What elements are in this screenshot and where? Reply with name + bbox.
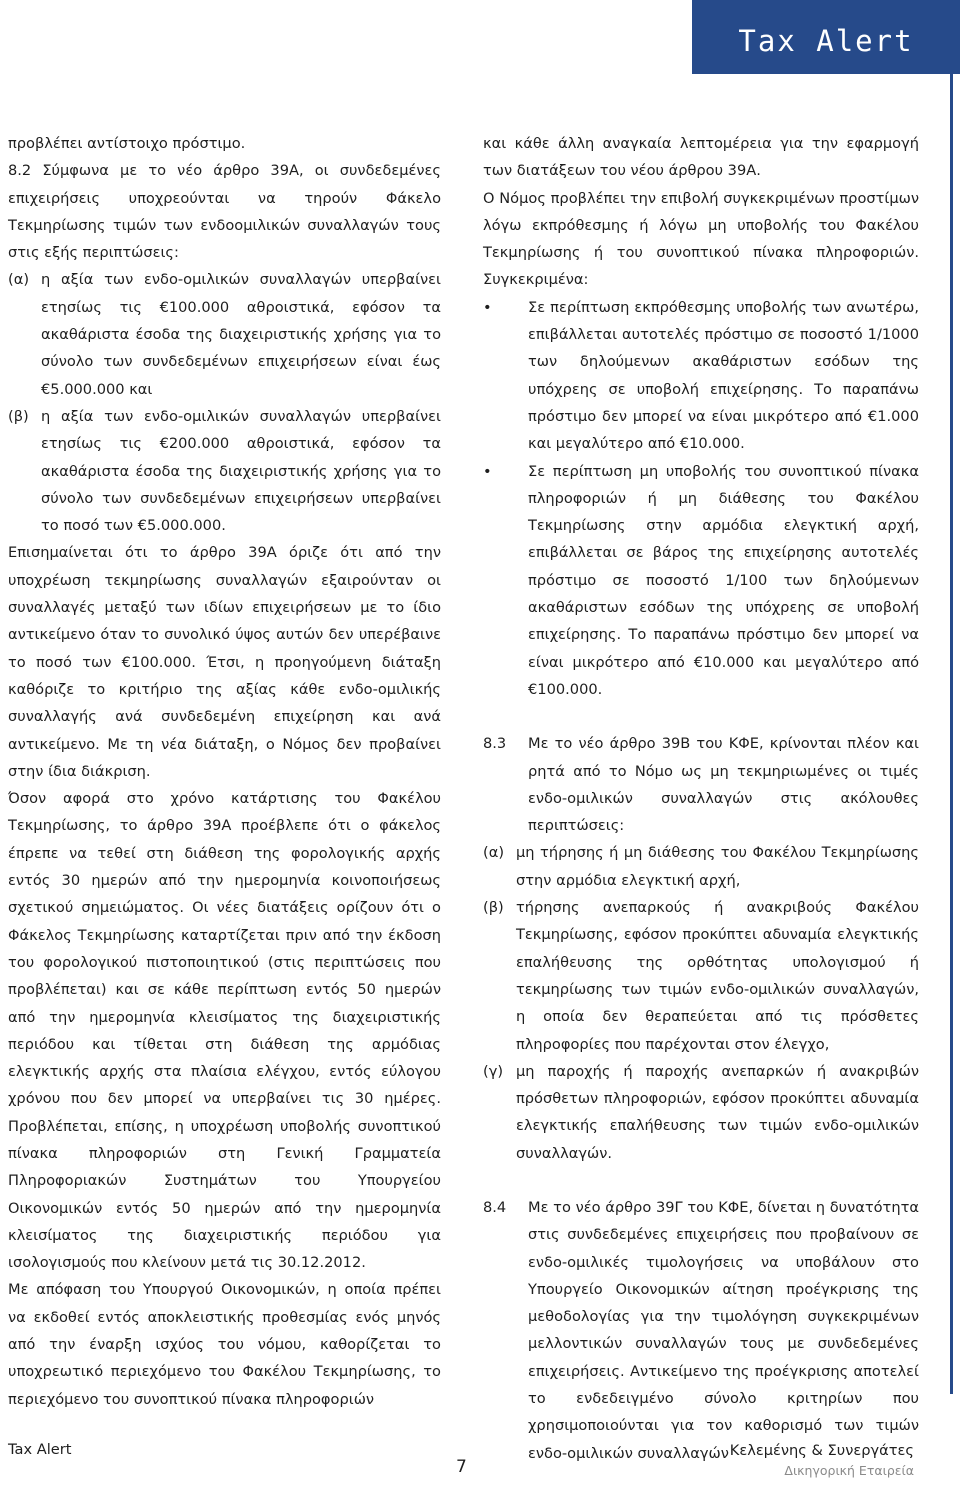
footer-title: Tax Alert — [8, 1441, 72, 1458]
header-title: Tax Alert — [738, 24, 914, 58]
paragraph: Ο Νόμος προβλέπει την επιβολή συγκεκριμένων προστίμων λόγω εκπρόθεσμης ή λόγω μη υποβολής του Φακέλου Τεκμηρίωσης ή του συνοπτικού πίνακα πληροφοριών. Συγκεκριμένα: — [483, 189, 919, 289]
right-column — [483, 130, 919, 1467]
firm-name: Κελεμένης & Συνεργάτες — [729, 1442, 914, 1459]
list-text: μη τήρησης ή μη διάθεσης του Φακέλου Τεκμηρίωσης στην αρμόδια ελεγκτική αρχή, — [516, 844, 919, 889]
section-text: Με το νέο άρθρο 39Β του ΚΦΕ, κρίνονται πλέον και ρητά από το Νόμο ως μη τεκμηριωμένες οι τιμές ενδο-ομιλικών συναλλαγών στις ακόλουθες περιπτώσεις: — [528, 735, 919, 835]
bullet-text: Σε περίπτωση μη υποβολής του συνοπτικού πίνακα πληροφοριών ή μη διάθεσης του Φακέλου Τεκμηρίωσης στην αρμόδια ελεγκτική αρχή, επιβάλλεται σε βάρος της επιχείρησης αυτοτελές πρόστιμο σε ποσοστό 1/100 των δηλούμενων ακαθάριστων εσόδων της υπόχρεης σε υποβολή επιχείρησης. Το παραπάνω πρόστιμο δεν μπορεί να είναι μικρότερο από €10.000 και μεγαλύτερο από €100.000. — [528, 462, 919, 698]
list-label: (β) — [8, 407, 29, 425]
list-label: (α) — [8, 271, 30, 289]
spacer — [483, 1167, 919, 1194]
bullet-icon: • — [483, 462, 492, 480]
list-label: (α) — [483, 844, 505, 862]
section-8-4 — [483, 1194, 919, 1467]
bullet-text: Σε περίπτωση εκπρόθεσμης υποβολής των ανωτέρω, επιβάλλεται αυτοτελές πρόστιμο σε ποσοστό 1/1000 των δηλούμενων ακαθάριστων εσόδων της υπόχρεης σε υποβολή επιχείρησης. Το παραπάνω πρόστιμο δεν μπορεί να είναι μικρότερο από €1.000 και μεγαλύτερο από €10.000. — [528, 298, 919, 453]
header-title-box — [692, 0, 960, 74]
bullet-icon: • — [483, 298, 492, 316]
paragraph: Όσον αφορά στο χρόνο κατάρτισης του Φακέλου Τεκμηρίωσης, το άρθρο 39Α προέβλεπε ότι ο φάκελος έπρεπε να τεθεί στη διάθεση της φορολογικής αρχής εντός 30 ημερών από την ημερομηνία κοινοποιήσεως σχετικού σημειώματος. Οι νέες διατάξεις ορίζουν ότι ο Φάκελος Τεκμηρίωσης καταρτίζεται πριν από την έκδοση του φορολογικού πιστοποιητικού (στις περιπτώσεις που προβλέπεται) και σε κάθε περίπτωση εντός 50 ημερών από την ημερομηνία κλεισίματος της διαχειριστικής περιόδου και τίθεται στη διάθεση της αρμόδιας ελεγκτικής αρχής στα πλαίσια ελέγχου, εντός εύλογου χρόνου που δεν μπορεί να υπερβαίνει τις 30 ημέρες. Προβλέπεται, επίσης, η υποχρέωση υποβολής συνοπτικού πίνακα πληροφοριών στη Γενική Γραμματεία Πληροφοριακών Συστημάτων του Υπουργείου Οικονομικών εντός 50 ημερών από την ημερομηνία κλεισίματος της διαχειριστικής περιόδου για ισολογισμούς που κλείνουν μετά τις 30.12.2012. — [8, 790, 441, 1272]
list-text: η αξία των ενδο-ομιλικών συναλλαγών υπερβαίνει ετησίως τις €200.000 αθροιστικά, εφόσον τα ακαθάριστα έσοδα της διαχειριστικής χρήσης για το σύνολο των συνδεδεμένων επιχειρήσεων υπερβαίνει το ποσό των €5.000.000. — [41, 407, 441, 535]
list-item-c — [483, 1058, 919, 1167]
paragraph: και κάθε άλλη αναγκαία λεπτομέρεια για την εφαρμογή των διατάξεων του νέου άρθρου 39Α. — [483, 135, 919, 180]
paragraph: Με απόφαση του Υπουργού Οικονομικών, η οποία πρέπει να εκδοθεί εντός αποκλειστικής προθεσμίας ενός μηνός από την έναρξη ισχύος του νόμου, καθορίζεται το υποχρεωτικό περιεχόμενο του Φακέλου Τεκμηρίωσης, το περιεχόμενο του συνοπτικού πίνακα πληροφοριών — [8, 1281, 441, 1408]
list-item-b — [483, 894, 919, 1058]
list-text: τήρησης ανεπαρκούς ή ανακριβούς Φακέλου Τεκμηρίωσης, εφόσον προκύπτει αδυναμία ελεγκτικής επαλήθευσης της ορθότητας υπολογισμού ή τεκμηρίωσης των τιμών ενδο-ομιλικών συναλλαγών, η οποία δεν θεραπεύεται από τις πρόσθετες πληροφορίες που παρέχονται στον έλεγχο, — [516, 899, 919, 1053]
list-label: (γ) — [483, 1062, 504, 1080]
paragraph: Επισημαίνεται ότι το άρθρο 39Α όριζε ότι από την υποχρέωση τεκμηρίωσης συναλλαγών εξαιρούνταν οι συναλλαγές μεταξύ των ιδίων επιχειρήσεων με το ίδιο αντικείμενο όταν το συνολικό ύψος αυτών δεν υπερέβαινε το ποσό των €100.000. Έτσι, η προηγούμενη διάταξη καθόριζε το κριτήριο της αξίας κάθε ενδο-ομιλικής συναλλαγής ανά συνδεδεμένη επιχείρηση και ανά αντικείμενο. Με τη νέα διάταξη, ο Νόμος δεν προβαίνει στην ίδια διάκριση. — [8, 544, 441, 780]
page-number: 7 — [456, 1457, 467, 1477]
paragraph: προβλέπει αντίστοιχο πρόστιμο. — [8, 135, 246, 152]
section-number: 8.4 — [483, 1198, 507, 1216]
list-item-b — [8, 403, 441, 539]
list-item-a — [483, 839, 919, 894]
section-number: 8.3 — [483, 735, 507, 753]
list-item-a — [8, 266, 441, 402]
paragraph-8-2: 8.2 Σύμφωνα με το νέο άρθρο 39Α, οι συνδεδεμένες επιχειρήσεις υποχρεούνται να τηρούν Φάκελο Τεκμηρίωσης τιμών των ενδοομιλικών συναλλαγών τους στις εξής περιπτώσεις: — [8, 162, 441, 262]
footer-firm — [730, 1441, 914, 1481]
side-rule — [950, 74, 953, 1394]
bullet-item — [483, 458, 919, 704]
list-text: μη παροχής ή παροχής ανεπαρκών ή ανακριβών πρόσθετων πληροφοριών, εφόσον προκύπτει αδυναμία ελεγκτικής επαλήθευσης των τιμών ενδο-ομιλικών συναλλαγών. — [516, 1062, 919, 1162]
firm-subtitle: Δικηγορική Εταιρεία — [784, 1463, 914, 1478]
spacer — [483, 703, 919, 730]
list-label: (β) — [483, 899, 504, 917]
section-text: Με το νέο άρθρο 39Γ του ΚΦΕ, δίνεται η δυνατότητα στις συνδεδεμένες επιχειρήσεις που προβαίνουν σε ενδο-ομιλικές τιμολογήσεις να υποβάλουν στο Υπουργείο Οικονομικών αίτηση προέγκρισης της μεθοδολογίας για την τιμολόγηση συγκεκριμένων μελλοντικών συναλλαγών τους με συνδεδεμένες επιχειρήσεις. Αντικείμενο της προέγκρισης αποτελεί το ενδεδειγμένο σύνολο κριτηρίων που χρησιμοποιούνται για τον καθορισμό των τιμών ενδο-ομιλικών συναλλαγών — [528, 1198, 919, 1462]
list-text: η αξία των ενδο-ομιλικών συναλλαγών υπερβαίνει ετησίως τις €100.000 αθροιστικά, εφόσον τα ακαθάριστα έσοδα της διαχειριστικής χρήσης για το σύνολο των συνδεδεμένων επιχειρήσεων είναι έως €5.000.000 και — [41, 271, 441, 398]
section-8-3 — [483, 730, 919, 839]
left-column — [8, 130, 441, 1413]
bullet-item — [483, 294, 919, 458]
